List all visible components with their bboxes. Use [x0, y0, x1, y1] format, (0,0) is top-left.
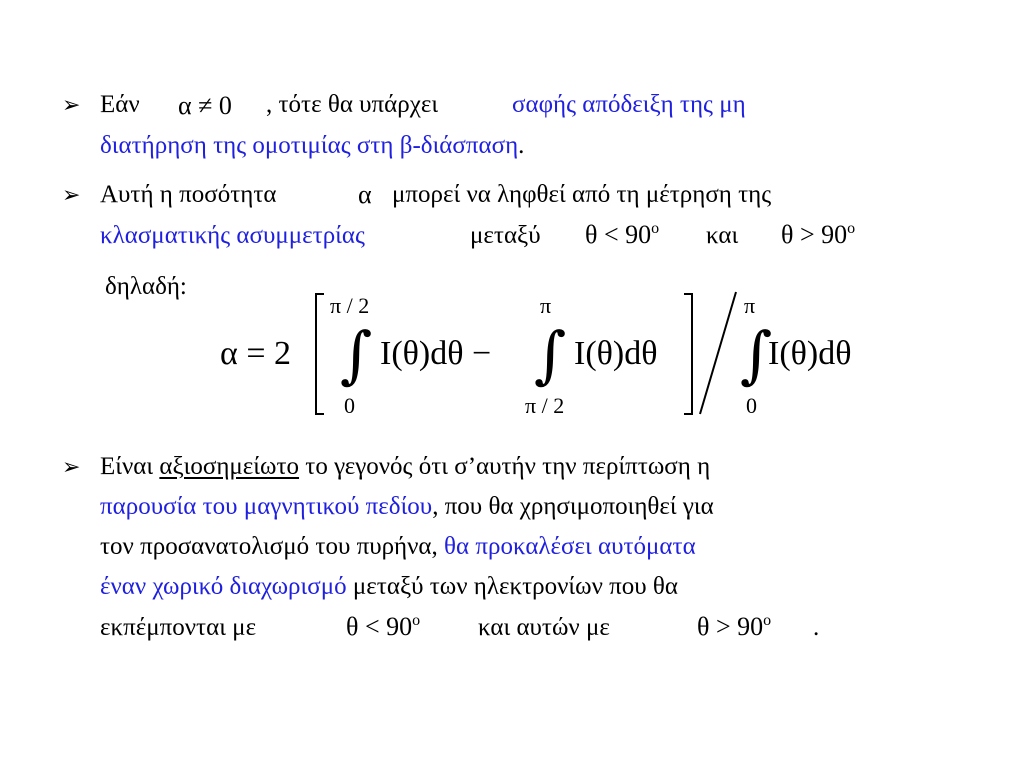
p3-line2 [100, 492, 714, 522]
p3-line3 [100, 532, 696, 562]
degree-symbol: o [763, 612, 772, 629]
p3-period: . [813, 614, 820, 641]
p2-theta-less-90 [585, 220, 659, 250]
p3-ineq2-text: θ > 90 [697, 612, 764, 641]
eq-term2: I(θ)dθ [574, 335, 658, 372]
int1-upper-limit: π / 2 [330, 293, 370, 318]
p2-ineq2-text: θ > 90 [781, 220, 848, 249]
p3-blue-separation: έναν χωρικό διαχωρισμό [100, 573, 347, 600]
int2-lower-limit: π / 2 [525, 393, 565, 418]
integral-sign: ∫ [340, 318, 373, 391]
p3-line4 [100, 572, 678, 602]
integral-sign: ∫ [740, 318, 773, 391]
p2-text-and: και [706, 222, 739, 249]
int1-lower-limit: 0 [344, 393, 355, 418]
division-slash [694, 288, 744, 418]
p3-text-orientation: τον προσανατολισμό του πυρήνα, [100, 533, 438, 560]
p2-text-namely: δηλαδή: [105, 273, 187, 300]
p3-theta-less-90 [346, 612, 420, 642]
int2-upper-limit: π [540, 293, 552, 318]
p3-underlined-notable: αξιοσημείωτο [159, 453, 300, 480]
int3-lower-limit: 0 [746, 393, 757, 418]
bullet-arrow-icon: ➢ [62, 454, 81, 479]
degree-symbol: o [651, 220, 660, 237]
p3-text-used: , που θα χρησιμοποιηθεί για [432, 493, 714, 520]
p2-alpha: α [358, 180, 372, 209]
bullet-arrow-icon: ➢ [62, 92, 81, 117]
eq-lhs: α = 2 [220, 335, 291, 372]
eq-term3: I(θ)dθ [768, 335, 852, 372]
p2-ineq1-text: θ < 90 [585, 220, 652, 249]
p1-blue-parity: διατήρηση της ομοτιμίας στη β-διάσπαση [100, 132, 519, 159]
p3-text-and-those: και αυτών με [478, 614, 610, 641]
p1-line2 [100, 131, 524, 161]
p3-text-fact: το γεγονός ότι σ’αυτήν την περίπτωση η [305, 453, 711, 480]
int3-upper-limit: π [744, 293, 756, 318]
p3-ineq1-text: θ < 90 [346, 612, 413, 641]
p1-text-then: , τότε θα υπάρχει [266, 91, 439, 118]
p2-text-between: μεταξύ [470, 222, 541, 249]
p2-text-measure: μπορεί να ληφθεί από τη μέτρηση της [392, 181, 772, 208]
p2-theta-greater-90 [781, 220, 855, 250]
p3-theta-greater-90 [697, 612, 771, 642]
p2-text-quantity: Αυτή η ποσότητα [100, 181, 277, 208]
p3-blue-magnetic-field: παρουσία του μαγνητικού πεδίου [100, 493, 433, 520]
p3-text-emitted: εκπέμπονται με [100, 614, 257, 641]
eq-brackets [310, 290, 710, 420]
p3-line1 [100, 452, 710, 482]
integral-sign: ∫ [534, 318, 567, 391]
eq-term1: I(θ)dθ − [380, 335, 492, 372]
p3-text-electrons: μεταξύ των ηλεκτρονίων που θα [352, 573, 678, 600]
p3-blue-cause: θα προκαλέσει αυτόματα [444, 533, 696, 560]
p2-blue-asymmetry: κλασματικής ασυμμετρίας [100, 222, 365, 249]
p1-alpha-neq-zero: α ≠ 0 [178, 91, 232, 120]
bullet-arrow-icon: ➢ [62, 182, 81, 207]
p1-blue-proof: σαφής απόδειξη της μη [512, 91, 746, 118]
p1-text-if: Εάν [100, 91, 140, 118]
p3-text-is: Είναι [100, 453, 154, 480]
degree-symbol: o [412, 612, 421, 629]
degree-symbol: o [847, 220, 856, 237]
p1-period: . [518, 132, 525, 159]
